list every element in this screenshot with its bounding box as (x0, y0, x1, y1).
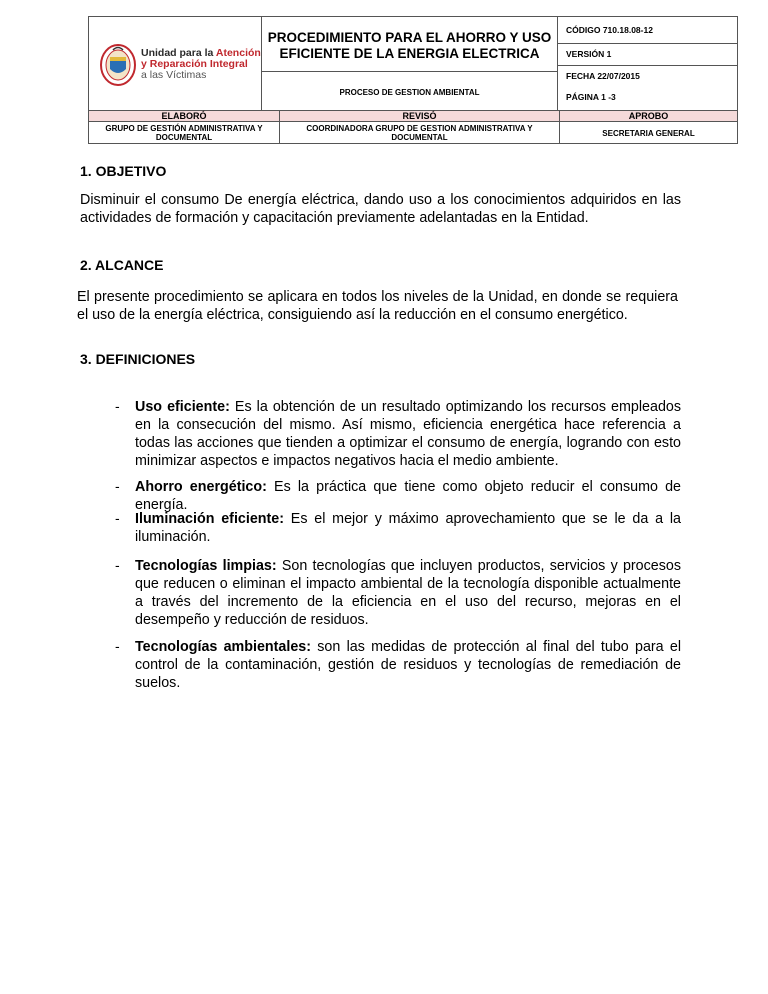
coat-of-arms-icon (99, 41, 137, 87)
logo-wordmark: Unidad para la Atención y Reparación Integral a las Víctimas (141, 47, 261, 81)
aprobo-header: APROBO (559, 111, 737, 122)
definition-item (135, 510, 681, 546)
definition-term: Ahorro energético: (135, 479, 267, 495)
bullet-dash: - (115, 510, 120, 526)
definition-item (135, 638, 681, 692)
definition-text: Es la práctica que tiene como objeto reducir el consumo de energía. (135, 479, 682, 513)
bullet-dash: - (115, 638, 120, 654)
section-definiciones-title: 3. DEFINICIONES (80, 351, 196, 367)
elaboro-header: ELABORÓ (89, 111, 279, 122)
document-meta (557, 17, 738, 112)
definition-item (135, 557, 681, 629)
objetivo-text: Disminuir el consumo De energía eléctrica, dando uso a los conocimientos adquiridos en las actividades de formación y capacitación previamente adelantadas en la Entidad. (80, 192, 681, 226)
definition-text: son las medidas de protección al final del tubo para el control de la contaminación, gestión de residuos y tecnologías de remediación de suelos. (135, 639, 681, 691)
definition-term: Iluminación eficiente: (135, 511, 284, 527)
definition-item (135, 478, 681, 514)
document-page: PÁGINA 1 -3 (566, 92, 616, 102)
reviso-value: COORDINADORA GRUPO DE GESTION ADMINISTRATIVA Y DOCUMENTAL (279, 122, 559, 144)
definition-item (135, 398, 681, 470)
section-alcance-title: 2. ALCANCE (80, 257, 164, 273)
logo-cell (89, 17, 262, 112)
bullet-dash: - (115, 398, 120, 414)
document-version: VERSIÓN 1 (566, 49, 612, 59)
reviso-header: REVISÓ (279, 111, 559, 122)
definition-term: Tecnologías limpias: (135, 558, 277, 574)
definition-term: Tecnologías ambientales: (135, 639, 312, 655)
definition-term: Uso eficiente: (135, 399, 230, 415)
document-title: PROCEDIMIENTO PARA EL AHORRO Y USO EFICIENTE DE LA ENERGIA ELECTRICA (262, 17, 557, 72)
definition-text: Es el mejor y máximo aprovechamiento que se le da a la iluminación. (135, 511, 681, 545)
document-header (88, 16, 738, 112)
document-code: CÓDIGO 710.18.08-12 (566, 25, 653, 35)
definition-text: Son tecnologías que incluyen productos, servicios y procesos que reducen o eliminan el impacto ambiental de la tecnología disponible actualmente a través del incremento de la eficiencia en el uso del recurso, mejoras en el desempeño y reducción de residuos. (135, 558, 681, 628)
alcance-text: El presente procedimiento se aplicara en todos los niveles de la Unidad, en donde se requiera el uso de la energía eléctrica, consiguiendo así la reducción en el consumo energético. (77, 289, 678, 323)
aprobo-value: SECRETARIA GENERAL (559, 122, 737, 144)
approval-table (88, 110, 738, 144)
bullet-dash: - (115, 557, 120, 573)
section-objetivo-title: 1. OBJETIVO (80, 163, 167, 179)
process-name: PROCESO DE GESTION AMBIENTAL (339, 87, 480, 97)
document-date: FECHA 22/07/2015 (566, 71, 640, 81)
definition-text: Es la obtención de un resultado optimizando los recursos empleados en la consecución del mismo. Así mismo, eficiencia energética hace referencia a todas las acciones que tienden a optimizar el consumo de energía, logrando con esto minimizar aspectos e impactos negativos hacia el medio ambiente. (135, 399, 681, 469)
elaboro-value: GRUPO DE GESTIÓN ADMINISTRATIVA Y DOCUMENTAL (105, 124, 263, 142)
bullet-dash: - (115, 478, 120, 494)
